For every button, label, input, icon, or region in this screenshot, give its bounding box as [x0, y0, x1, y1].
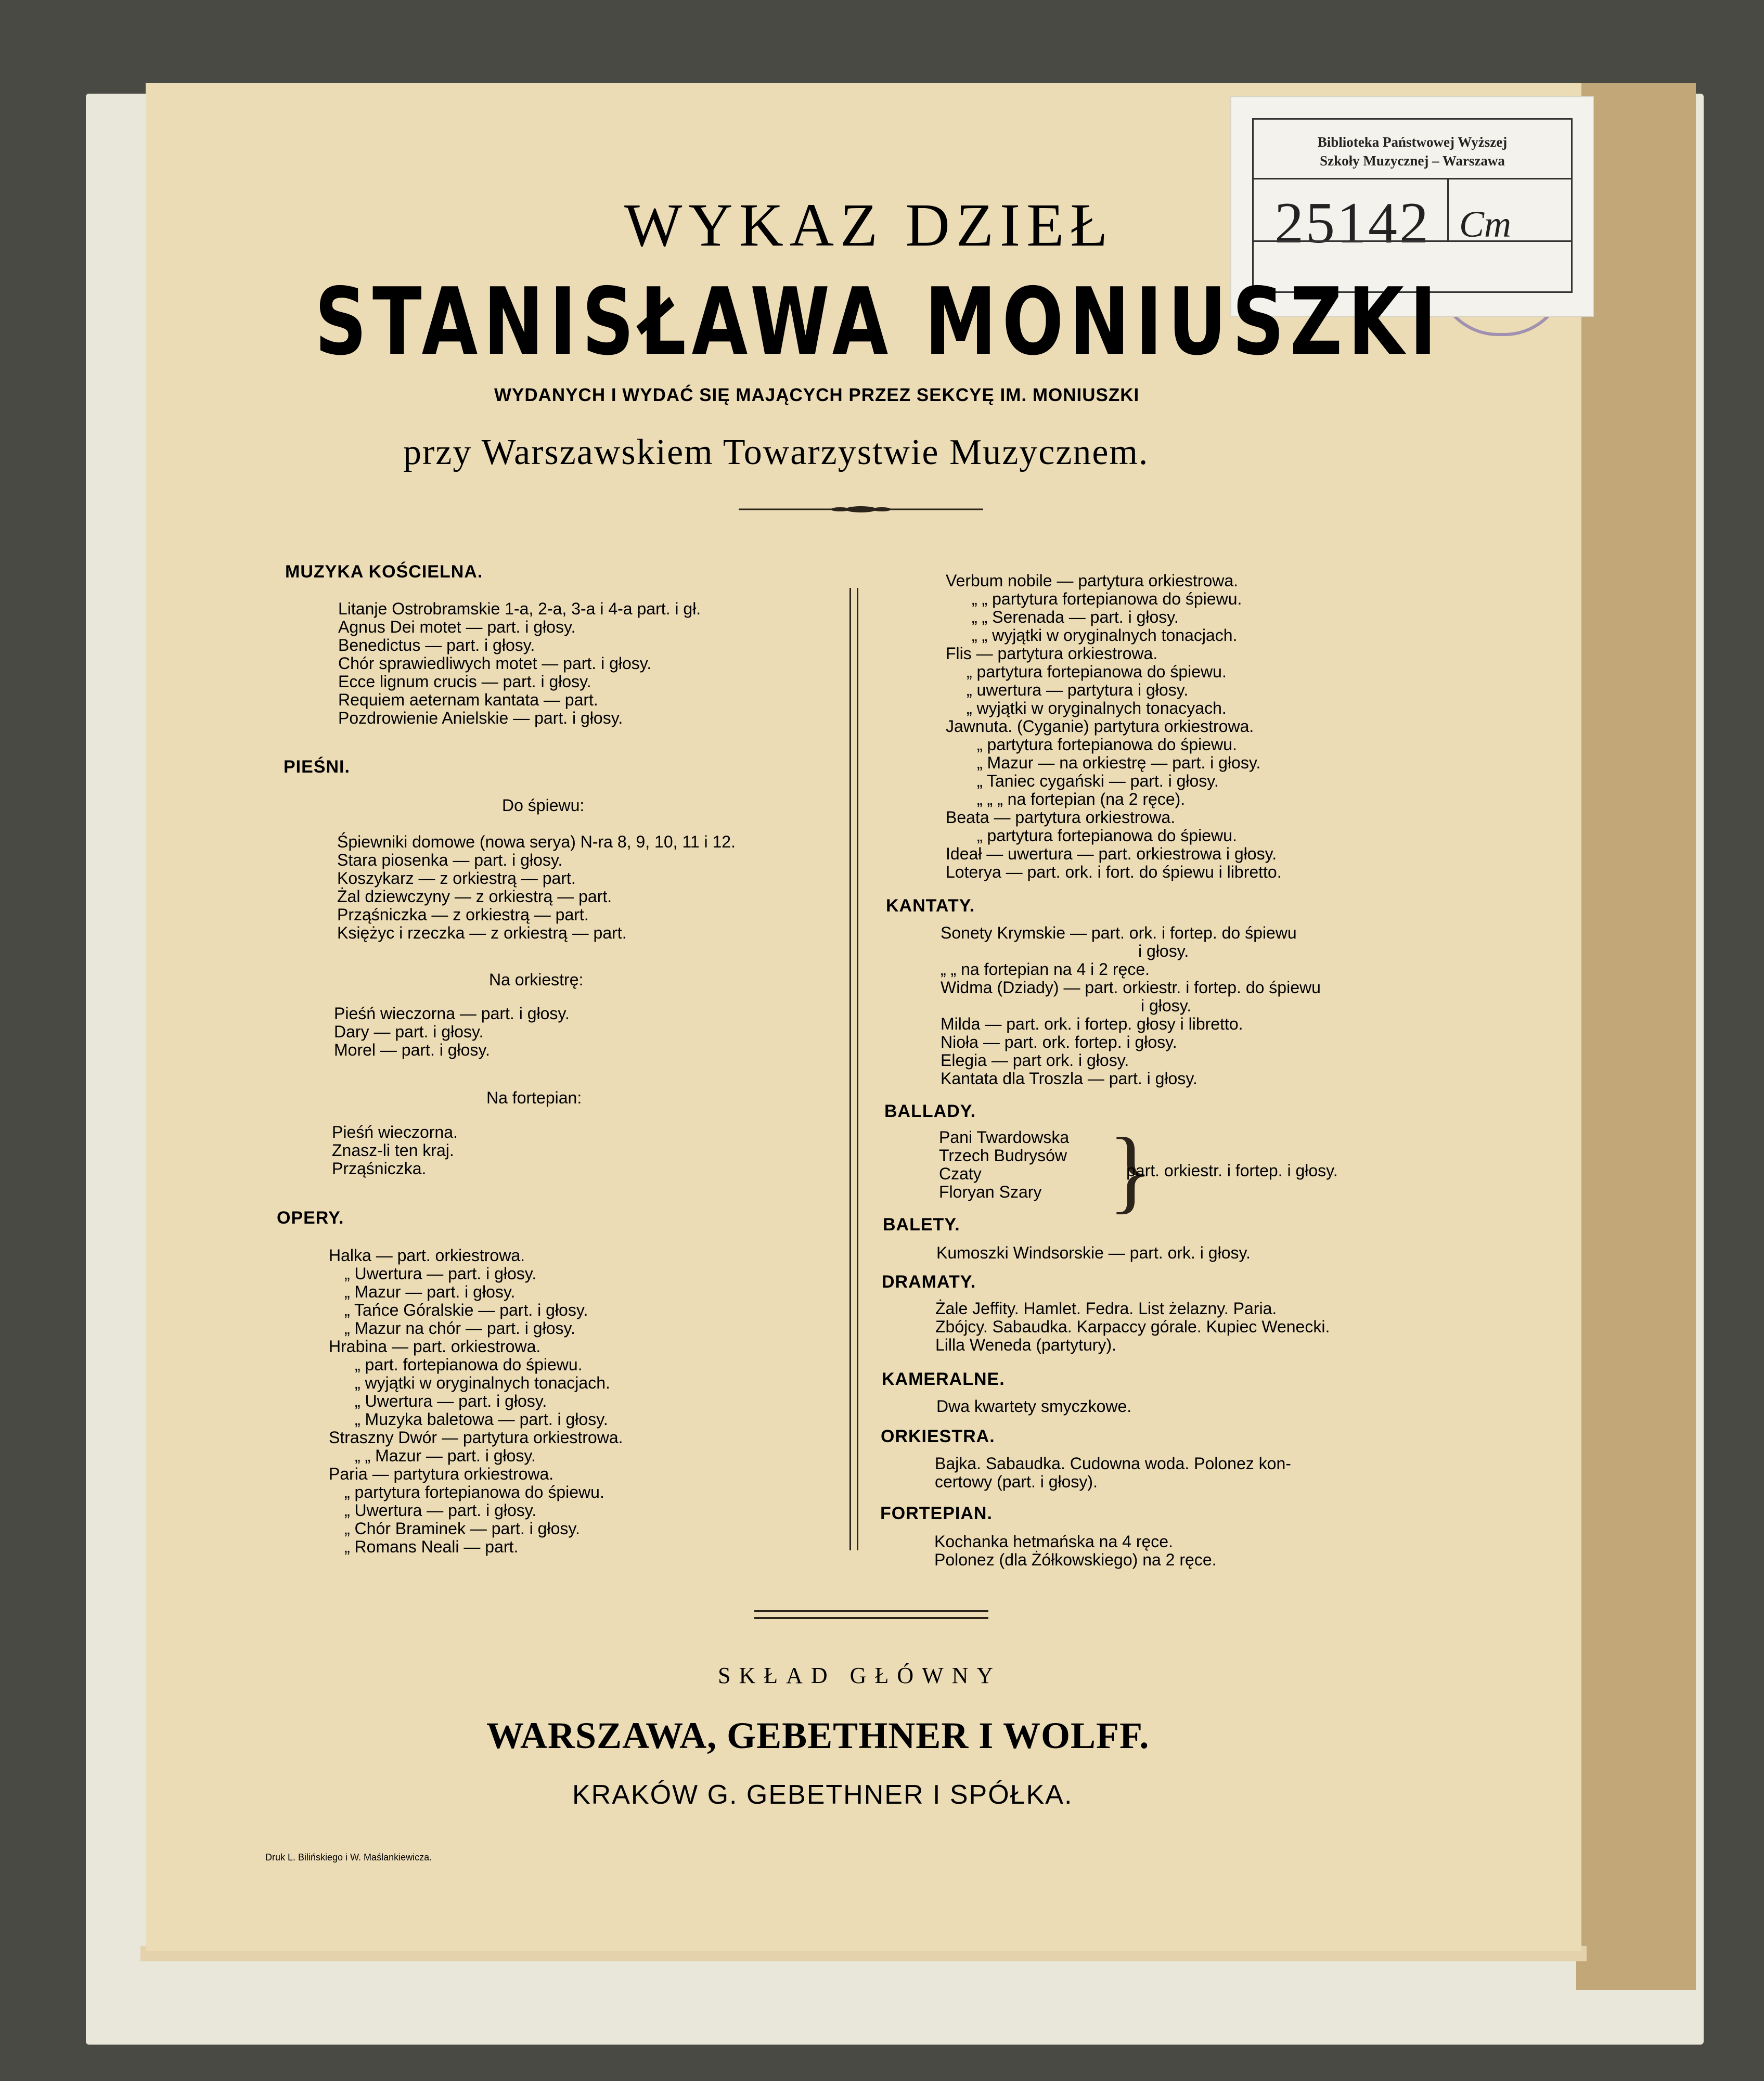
- list-item: „ „ partytura fortepianowa do śpiewu.: [972, 589, 1242, 608]
- subtitle: WYDANYCH I WYDAĆ SIĘ MAJĄCYCH PRZEZ SEKCYĘ IM. MONIUSZKI: [494, 385, 1140, 405]
- songs-piano-heading: Na fortepian:: [486, 1088, 582, 1107]
- list-item: Widma (Dziady) — part. orkiestr. i fortep. do śpiewu: [941, 978, 1321, 997]
- list-item: Koszykarz — z orkiestrą — part.: [337, 869, 576, 888]
- list-item: „ Mazur na chór — part. i głosy.: [344, 1319, 575, 1338]
- list-item: „ „ wyjątki w oryginalnych tonacjach.: [972, 626, 1238, 645]
- list-item: Morel — part. i głosy.: [334, 1040, 490, 1059]
- list-item: Księżyc i rzeczka — z orkiestrą — part.: [337, 923, 627, 942]
- list-item: Litanje Ostrobramskie 1-a, 2-a, 3-a i 4-a part. i gł.: [338, 599, 701, 618]
- ballads-note: part. orkiestr. i fortep. i głosy.: [1126, 1161, 1338, 1180]
- list-item: Zbójcy. Sabaudka. Karpaccy górale. Kupiec Wenecki.: [935, 1317, 1330, 1336]
- list-item: Stara piosenka — part. i głosy.: [337, 851, 563, 869]
- section-ballads: BALLADY.: [884, 1101, 976, 1121]
- list-item: Beata — partytura orkiestrowa.: [946, 808, 1176, 827]
- list-item: Prząśniczka — z orkiestrą — part.: [337, 905, 589, 924]
- library-name-line2: Szkoły Muzycznej – Warszawa: [1320, 153, 1505, 169]
- list-item: Czaty: [939, 1164, 982, 1183]
- list-item: „ „ Mazur — part. i głosy.: [355, 1446, 536, 1465]
- list-item: „ „ „ na fortepian (na 2 ręce).: [977, 790, 1186, 808]
- list-item: „ partytura fortepianowa do śpiewu.: [344, 1483, 604, 1501]
- list-item: i głosy.: [1141, 996, 1192, 1015]
- list-item: Pieśń wieczorna — part. i głosy.: [334, 1004, 570, 1023]
- ornament-rule: [739, 506, 983, 513]
- ballets-item: Kumoszki Windsorskie — part. ork. i głosy.: [936, 1243, 1251, 1262]
- ballads-brace: }: [1108, 1119, 1153, 1222]
- list-item: „ Mazur — part. i głosy.: [344, 1282, 516, 1301]
- list-item: „ Tańce Góralskie — part. i głosy.: [344, 1301, 588, 1319]
- list-item: „ partytura fortepianowa do śpiewu.: [967, 662, 1227, 681]
- subtitle2: przy Warszawskiem Towarzystwie Muzycznem.: [403, 432, 1149, 472]
- list-item: Agnus Dei motet — part. i głosy.: [338, 618, 576, 636]
- section-orchestra: ORKIESTRA.: [881, 1427, 995, 1446]
- list-item: i głosy.: [1138, 942, 1189, 960]
- list-item: „ wyjątki w oryginalnych tonacjach.: [355, 1373, 610, 1392]
- songs-orchestra-heading: Na orkiestrę:: [489, 970, 584, 989]
- list-item: Benedictus — part. i głosy.: [338, 636, 535, 654]
- footer-rule-bottom: [754, 1617, 988, 1619]
- list-item: „ Muzyka baletowa — part. i głosy.: [355, 1410, 608, 1429]
- list-item: Ecce lignum crucis — part. i głosy.: [338, 672, 591, 691]
- list-item: Prząśniczka.: [332, 1159, 427, 1178]
- list-item: „ uwertura — partytura i głosy.: [967, 680, 1189, 699]
- list-item: Bajka. Sabaudka. Cudowna woda. Polonez kon-: [935, 1454, 1291, 1473]
- footer-depot: SKŁAD GŁÓWNY: [718, 1663, 1002, 1688]
- footer-rule-top: [754, 1610, 988, 1612]
- title-line2: STANISŁAWA MONIUSZKI: [315, 268, 1443, 376]
- list-item: Floryan Szary: [939, 1183, 1042, 1201]
- list-item: „ Chór Braminek — part. i głosy.: [344, 1519, 580, 1538]
- footer-warsaw-publisher: WARSZAWA, GEBETHNER I WOLFF.: [486, 1715, 1150, 1756]
- library-name-line1: Biblioteka Państwowej Wyższej: [1317, 134, 1508, 150]
- catalog-number: 25142: [1274, 191, 1431, 255]
- section-church-music: MUZYKA KOŚCIELNA.: [285, 562, 483, 582]
- list-item: Żal dziewczyny — z orkiestrą — part.: [337, 887, 612, 906]
- list-item: Nioła — part. ork. fortep. i głosy.: [941, 1033, 1177, 1051]
- list-item: „ Romans Neali — part.: [344, 1537, 519, 1556]
- section-piano: FORTEPIAN.: [880, 1504, 993, 1523]
- songs-vocal-heading: Do śpiewu:: [502, 796, 585, 815]
- footer-krakow-publisher: KRAKÓW G. GEBETHNER I SPÓŁKA.: [572, 1780, 1073, 1810]
- list-item: Loterya — part. ork. i fort. do śpiewu i libretto.: [946, 863, 1282, 881]
- list-item: Straszny Dwór — partytura orkiestrowa.: [329, 1428, 623, 1447]
- list-item: Lilla Weneda (partytury).: [935, 1335, 1116, 1354]
- column-divider-left: [849, 588, 851, 1550]
- list-item: Dary — part. i głosy.: [334, 1022, 484, 1041]
- title-line1: WYKAZ DZIEŁ: [624, 191, 1114, 259]
- section-chamber: KAMERALNE.: [882, 1369, 1005, 1389]
- list-item: Hrabina — part. orkiestrowa.: [329, 1337, 541, 1356]
- section-cantatas: KANTATY.: [886, 896, 975, 916]
- list-item: Jawnuta. (Cyganie) partytura orkiestrowa.: [946, 717, 1254, 736]
- list-item: „ „ na fortepian na 4 i 2 ręce.: [941, 960, 1150, 979]
- list-item: Milda — part. ork. i fortep. głosy i libretto.: [941, 1014, 1243, 1033]
- list-item: Verbum nobile — partytura orkiestrowa.: [946, 571, 1239, 590]
- list-item: „ „ Serenada — part. i głosy.: [972, 608, 1179, 626]
- handwritten-mark: Cm: [1459, 203, 1512, 245]
- list-item: Elegia — part ork. i głosy.: [941, 1051, 1129, 1070]
- chamber-item: Dwa kwartety smyczkowe.: [936, 1397, 1132, 1416]
- list-item: Żale Jeffity. Hamlet. Fedra. List żelazny. Paria.: [935, 1299, 1277, 1318]
- list-item: Sonety Krymskie — part. ork. i fortep. do śpiewu: [941, 923, 1297, 942]
- list-item: Pozdrowienie Anielskie — part. i głosy.: [338, 709, 623, 727]
- list-item: Ideał — uwertura — part. orkiestrowa i głosy.: [946, 844, 1277, 863]
- list-item: Halka — part. orkiestrowa.: [329, 1246, 525, 1265]
- list-item: Chór sprawiedliwych motet — part. i głosy.: [338, 654, 652, 673]
- list-item: Śpiewniki domowe (nowa serya) N-ra 8, 9, 10, 11 i 12.: [337, 832, 736, 851]
- list-item: „ Mazur — na orkiestrę — part. i głosy.: [977, 753, 1261, 772]
- list-item: Requiem aeternam kantata — part.: [338, 690, 598, 709]
- list-item: Polonez (dla Żółkowskiego) na 2 ręce.: [934, 1550, 1217, 1569]
- list-item: Kantata dla Troszla — part. i głosy.: [941, 1069, 1198, 1088]
- list-item: Flis — partytura orkiestrowa.: [946, 644, 1158, 663]
- cover-spine: [1576, 83, 1696, 1990]
- list-item: „ part. fortepianowa do śpiewu.: [355, 1355, 583, 1374]
- section-operas: OPERY.: [277, 1208, 344, 1228]
- list-item: Pieśń wieczorna.: [332, 1123, 458, 1141]
- column-divider-right: [857, 588, 858, 1550]
- list-item: certowy (part. i głosy).: [935, 1472, 1098, 1491]
- list-item: „ Uwertura — part. i głosy.: [355, 1392, 547, 1410]
- section-songs: PIEŚNI.: [284, 757, 350, 777]
- list-item: Znasz-li ten kraj.: [332, 1141, 454, 1160]
- list-item: „ partytura fortepianowa do śpiewu.: [977, 735, 1237, 754]
- list-item: Trzech Budrysów: [939, 1146, 1067, 1165]
- list-item: „ Uwertura — part. i głosy.: [344, 1501, 537, 1520]
- list-item: Kochanka hetmańska na 4 ręce.: [934, 1532, 1173, 1551]
- list-item: „ Uwertura — part. i głosy.: [344, 1264, 537, 1283]
- list-item: Pani Twardowska: [939, 1128, 1070, 1147]
- printer-imprint: Druk L. Bilińskiego i W. Maślankiewicza.: [265, 1852, 432, 1862]
- section-dramas: DRAMATY.: [882, 1272, 976, 1292]
- list-item: „ partytura fortepianowa do śpiewu.: [977, 826, 1237, 845]
- list-item: Paria — partytura orkiestrowa.: [329, 1465, 554, 1483]
- section-ballets: BALETY.: [883, 1215, 960, 1235]
- list-item: „ Taniec cygański — part. i głosy.: [977, 772, 1219, 790]
- list-item: „ wyjątki w oryginalnych tonacyach.: [967, 699, 1227, 717]
